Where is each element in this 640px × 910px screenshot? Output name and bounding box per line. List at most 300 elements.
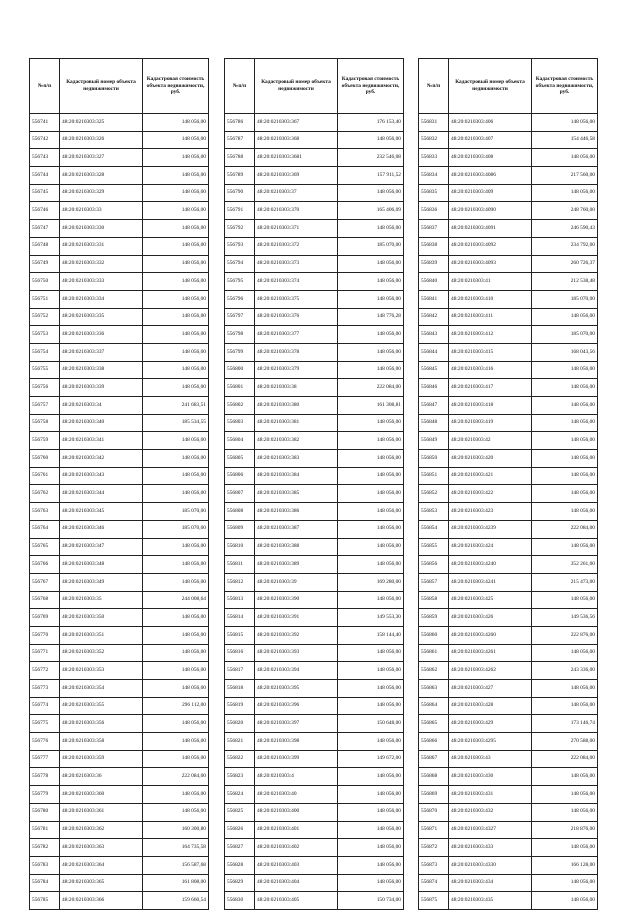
row-number: 556856: [419, 556, 449, 574]
cadastral-number: 48:20:0210303:425: [449, 591, 532, 609]
cadastral-value: 148 056,00: [338, 786, 404, 804]
table-row: [419, 609, 598, 627]
table-row: [30, 662, 209, 680]
cadastral-number: 48:20:0210303:4092: [449, 237, 532, 255]
row-number: 556760: [30, 450, 60, 468]
cadastral-value: 185 070,00: [143, 503, 209, 521]
cadastral-value: 169 280,00: [338, 573, 404, 591]
cadastral-number: 48:20:0210303:435: [449, 892, 532, 910]
table-row: [225, 768, 404, 786]
row-number: 556809: [225, 520, 255, 538]
col-header-number: №п/п: [30, 59, 60, 114]
row-number: 556768: [30, 591, 60, 609]
cadastral-number: 48:20:0210303:327: [60, 149, 143, 167]
cadastral-number: 48:20:0210303:432: [449, 803, 532, 821]
row-number: 556851: [419, 467, 449, 485]
table-row: [225, 485, 404, 503]
row-number: 556766: [30, 556, 60, 574]
table-row: [30, 626, 209, 644]
cadastral-value: 148 056,00: [338, 467, 404, 485]
table-row: [30, 184, 209, 202]
cadastral-value: 148 056,00: [532, 538, 598, 556]
cadastral-value: 148 056,00: [532, 892, 598, 910]
cadastral-value: 148 056,00: [143, 538, 209, 556]
table-row: [225, 343, 404, 361]
row-number: 556829: [225, 874, 255, 892]
row-number: 556818: [225, 680, 255, 698]
cadastral-number: 48:20:0210303:390: [255, 591, 338, 609]
cadastral-number: 48:20:0210303:422: [449, 485, 532, 503]
row-number: 556815: [225, 626, 255, 644]
table-row: [225, 467, 404, 485]
cadastral-value: 148 056,00: [532, 414, 598, 432]
table-row: [225, 715, 404, 733]
cadastral-value: 149 536,56: [532, 609, 598, 627]
table-row: [419, 167, 598, 185]
table-row: [419, 114, 598, 132]
cadastral-number: 48:20:0210303:434: [449, 874, 532, 892]
table-row: [30, 361, 209, 379]
table-row: [419, 326, 598, 344]
row-number: 556798: [225, 326, 255, 344]
cadastral-number: 48:20:0210303:345: [60, 503, 143, 521]
cadastral-value: 148 056,00: [143, 750, 209, 768]
table-row: [419, 149, 598, 167]
cadastral-number: 48:20:0210303:412: [449, 326, 532, 344]
cadastral-number: 48:20:0210303:430: [449, 768, 532, 786]
cadastral-value: 244 008,64: [143, 591, 209, 609]
row-number: 556850: [419, 450, 449, 468]
cadastral-value: 148 056,00: [338, 680, 404, 698]
row-number: 556788: [225, 149, 255, 167]
table-row: [30, 308, 209, 326]
cadastral-value: 148 056,00: [143, 626, 209, 644]
row-number: 556844: [419, 343, 449, 361]
table-row: [225, 397, 404, 415]
row-number: 556791: [225, 202, 255, 220]
cadastral-value: 148 056,00: [143, 485, 209, 503]
cadastral-number: 48:20:0210303:419: [449, 414, 532, 432]
row-number: 556835: [419, 184, 449, 202]
cadastral-number: 48:20:0210303:4295: [449, 733, 532, 751]
cadastral-number: 48:20:0210303:42: [449, 432, 532, 450]
cadastral-number: 48:20:0210303:4261: [449, 644, 532, 662]
cadastral-value: 166 128,00: [532, 856, 598, 874]
table-row: [225, 609, 404, 627]
cadastral-value: 148 056,00: [532, 485, 598, 503]
row-number: 556865: [419, 715, 449, 733]
table-row: [419, 591, 598, 609]
row-number: 556842: [419, 308, 449, 326]
table-row: [419, 644, 598, 662]
row-number: 556741: [30, 114, 60, 132]
table-row: [419, 520, 598, 538]
row-number: 556822: [225, 750, 255, 768]
row-number: 556830: [225, 892, 255, 910]
cadastral-value: 150 648,00: [338, 715, 404, 733]
table-row: [225, 556, 404, 574]
row-number: 556751: [30, 290, 60, 308]
cadastral-value: 168 043,56: [532, 343, 598, 361]
cadastral-number: 48:20:0210303:375: [255, 290, 338, 308]
cadastral-value: 149 553,30: [338, 609, 404, 627]
cadastral-value: 148 056,00: [532, 114, 598, 132]
cadastral-value: 148 056,00: [143, 379, 209, 397]
row-number: 556763: [30, 503, 60, 521]
cadastral-number: 48:20:0210303:410: [449, 290, 532, 308]
table-row: [225, 680, 404, 698]
row-number: 556742: [30, 131, 60, 149]
cadastral-value: 148 056,00: [338, 343, 404, 361]
cadastral-number: 48:20:0210303:328: [60, 167, 143, 185]
cadastral-value: 148 056,00: [143, 715, 209, 733]
table-body: [30, 114, 209, 910]
cadastral-value: 218 876,00: [532, 821, 598, 839]
cadastral-value: 148 056,00: [143, 343, 209, 361]
cadastral-value: 160 300,80: [143, 821, 209, 839]
row-number: 556864: [419, 697, 449, 715]
table-row: [225, 114, 404, 132]
cadastral-number: 48:20:0210303:341: [60, 432, 143, 450]
cadastral-value: 234 792,00: [532, 237, 598, 255]
cadastral-value: 260 726,37: [532, 255, 598, 273]
row-number: 556811: [225, 556, 255, 574]
row-number: 556753: [30, 326, 60, 344]
cadastral-number: 48:20:0210303:352: [60, 644, 143, 662]
cadastral-value: 148 056,00: [143, 114, 209, 132]
col-header-cadastral-number: Кадастровый номер объекта недвижимости: [60, 59, 143, 114]
table-row: [419, 432, 598, 450]
cadastral-value: 148 056,00: [338, 839, 404, 857]
cadastral-number: 48:20:0210303:379: [255, 361, 338, 379]
cadastral-number: 48:20:0210303:363: [60, 839, 143, 857]
cadastral-number: 48:20:0210303:359: [60, 750, 143, 768]
row-number: 556804: [225, 432, 255, 450]
cadastral-number: 48:20:0210303:4239: [449, 520, 532, 538]
table-row: [30, 167, 209, 185]
cadastral-value: 148 056,00: [532, 803, 598, 821]
cadastral-value: 148 056,00: [143, 644, 209, 662]
table-row: [419, 131, 598, 149]
cadastral-number: 48:20:0210303:427: [449, 680, 532, 698]
row-number: 556810: [225, 538, 255, 556]
cadastral-number: 48:20:0210303:344: [60, 485, 143, 503]
table-row: [30, 149, 209, 167]
cadastral-number: 48:20:0210303:4090: [449, 202, 532, 220]
table-row: [30, 680, 209, 698]
cadastral-number: 48:20:0210303:424: [449, 538, 532, 556]
cadastral-number: 48:20:0210303:332: [60, 255, 143, 273]
table-row: [30, 839, 209, 857]
table-row: [225, 874, 404, 892]
cadastral-value: 148 056,00: [338, 273, 404, 291]
cadastral-value: 148 056,00: [338, 414, 404, 432]
cadastral-value: 148 056,00: [532, 644, 598, 662]
table-row: [225, 892, 404, 910]
cadastral-number: 48:20:0210303:369: [255, 167, 338, 185]
cadastral-value: 148 056,00: [143, 131, 209, 149]
table-row: [419, 184, 598, 202]
row-number: 556779: [30, 786, 60, 804]
cadastral-number: 48:20:0210303:338: [60, 361, 143, 379]
cadastral-value: 222 084,00: [532, 520, 598, 538]
cadastral-value: 148 056,00: [338, 874, 404, 892]
row-number: 556872: [419, 839, 449, 857]
cadastral-value: 148 056,00: [143, 326, 209, 344]
cadastral-number: 48:20:0210303:402: [255, 839, 338, 857]
table-row: [419, 290, 598, 308]
cadastral-value: 148 056,00: [532, 397, 598, 415]
table-row: [30, 237, 209, 255]
table-row: [419, 397, 598, 415]
cadastral-number: 48:20:0210303:365: [60, 874, 143, 892]
cadastral-number: 48:20:0210303:358: [60, 733, 143, 751]
table-row: [225, 750, 404, 768]
row-number: 556828: [225, 856, 255, 874]
cadastral-number: 48:20:0210303:342: [60, 450, 143, 468]
cadastral-number: 48:20:0210303:428: [449, 697, 532, 715]
row-number: 556764: [30, 520, 60, 538]
row-number: 556863: [419, 680, 449, 698]
row-number: 556860: [419, 626, 449, 644]
cadastral-number: 48:20:0210303:325: [60, 114, 143, 132]
row-number: 556786: [225, 114, 255, 132]
cadastral-number: 48:20:0210303:388: [255, 538, 338, 556]
cadastral-value: 296 112,00: [143, 697, 209, 715]
table-row: [225, 450, 404, 468]
row-number: 556759: [30, 432, 60, 450]
cadastral-number: 48:20:0210303:378: [255, 343, 338, 361]
row-number: 556749: [30, 255, 60, 273]
cadastral-value: 148 056,00: [143, 573, 209, 591]
row-number: 556849: [419, 432, 449, 450]
cadastral-value: 156 587,68: [143, 856, 209, 874]
row-number: 556855: [419, 538, 449, 556]
row-number: 556787: [225, 131, 255, 149]
table-row: [419, 715, 598, 733]
row-number: 556833: [419, 149, 449, 167]
table-row: [419, 856, 598, 874]
row-number: 556776: [30, 733, 60, 751]
cadastral-number: 48:20:0210303:337: [60, 343, 143, 361]
row-number: 556852: [419, 485, 449, 503]
cadastral-number: 48:20:0210303:387: [255, 520, 338, 538]
cadastral-number: 48:20:0210303:373: [255, 255, 338, 273]
cadastral-number: 48:20:0210303:334: [60, 290, 143, 308]
row-number: 556848: [419, 414, 449, 432]
cadastral-value: 148 056,00: [532, 379, 598, 397]
cadastral-register: [29, 58, 612, 903]
col-header-cadastral-number: Кадастровый номер объекта недвижимости: [449, 59, 532, 114]
cadastral-number: 48:20:0210303:361: [60, 803, 143, 821]
row-number: 556816: [225, 644, 255, 662]
row-number: 556744: [30, 167, 60, 185]
cadastral-number: 48:20:0210303:431: [449, 786, 532, 804]
row-number: 556845: [419, 361, 449, 379]
table-row: [30, 503, 209, 521]
table-row: [419, 450, 598, 468]
table-row: [419, 662, 598, 680]
row-number: 556785: [30, 892, 60, 910]
table-row: [225, 697, 404, 715]
row-number: 556758: [30, 414, 60, 432]
row-number: 556831: [419, 114, 449, 132]
table-row: [225, 414, 404, 432]
cadastral-value: 148 056,00: [532, 697, 598, 715]
cadastral-value: 148 056,00: [338, 733, 404, 751]
cadastral-value: 185 534,55: [143, 414, 209, 432]
cadastral-number: 48:20:0210303:385: [255, 485, 338, 503]
cadastral-number: 48:20:0210303:404: [255, 874, 338, 892]
cadastral-number: 48:20:0210303:35: [60, 591, 143, 609]
table-row: [419, 839, 598, 857]
row-number: 556746: [30, 202, 60, 220]
table-row: [225, 839, 404, 857]
cadastral-value: 148 056,00: [143, 556, 209, 574]
cadastral-number: 48:20:0210303:374: [255, 273, 338, 291]
row-number: 556795: [225, 273, 255, 291]
row-number: 556745: [30, 184, 60, 202]
table-row: [225, 733, 404, 751]
row-number: 556772: [30, 662, 60, 680]
cadastral-value: 148 056,00: [143, 255, 209, 273]
row-number: 556837: [419, 220, 449, 238]
row-number: 556756: [30, 379, 60, 397]
cadastral-number: 48:20:0210303:355: [60, 697, 143, 715]
table-row: [225, 255, 404, 273]
cadastral-number: 48:20:0210303:40: [255, 786, 338, 804]
cadastral-value: 159 660,54: [143, 892, 209, 910]
cadastral-number: 48:20:0210303:417: [449, 379, 532, 397]
cadastral-value: 148 056,00: [532, 786, 598, 804]
table-row: [419, 379, 598, 397]
cadastral-number: 48:20:0210303:356: [60, 715, 143, 733]
cadastral-value: 148 056,00: [143, 220, 209, 238]
cadastral-value: 222 084,00: [338, 379, 404, 397]
cadastral-number: 48:20:0210303:370: [255, 202, 338, 220]
row-number: 556859: [419, 609, 449, 627]
cadastral-number: 48:20:0210303:396: [255, 697, 338, 715]
cadastral-value: 215 473,00: [532, 573, 598, 591]
cadastral-number: 48:20:0210303:416: [449, 361, 532, 379]
cadastral-value: 148 056,00: [338, 644, 404, 662]
row-number: 556820: [225, 715, 255, 733]
row-number: 556846: [419, 379, 449, 397]
col-header-cadastral-number: Кадастровый номер объекта недвижимости: [255, 59, 338, 114]
table-row: [419, 485, 598, 503]
table-row: [30, 556, 209, 574]
cadastral-number: 48:20:0210303:395: [255, 680, 338, 698]
cadastral-number: 48:20:0210303:3681: [255, 149, 338, 167]
table-row: [30, 715, 209, 733]
cadastral-number: 48:20:0210303:335: [60, 308, 143, 326]
table-row: [419, 733, 598, 751]
cadastral-number: 48:20:0210303:340: [60, 414, 143, 432]
cadastral-number: 48:20:0210303:383: [255, 450, 338, 468]
row-number: 556773: [30, 680, 60, 698]
cadastral-value: 248 760,00: [532, 202, 598, 220]
table-row: [30, 220, 209, 238]
cadastral-number: 48:20:0210303:326: [60, 131, 143, 149]
row-number: 556827: [225, 839, 255, 857]
row-number: 556755: [30, 361, 60, 379]
table-row: [30, 874, 209, 892]
row-number: 556805: [225, 450, 255, 468]
table-row: [419, 892, 598, 910]
cadastral-number: 48:20:0210303:339: [60, 379, 143, 397]
table-row: [225, 626, 404, 644]
cadastral-value: 148 056,00: [532, 839, 598, 857]
table-row: [30, 114, 209, 132]
col-header-cadastral-value: Кадастровая стоимость объекта недвижимости, руб.: [532, 59, 598, 114]
row-number: 556780: [30, 803, 60, 821]
cadastral-value: 148 056,00: [338, 662, 404, 680]
cadastral-value: 243 336,00: [532, 662, 598, 680]
table-row: [30, 644, 209, 662]
table-row: [225, 184, 404, 202]
table-header-row: [225, 59, 404, 114]
row-number: 556789: [225, 167, 255, 185]
cadastral-value: 154 446,58: [532, 131, 598, 149]
row-number: 556757: [30, 397, 60, 415]
table-row: [419, 202, 598, 220]
cadastral-value: 148 056,00: [532, 467, 598, 485]
table-row: [225, 644, 404, 662]
cadastral-value: 148 056,00: [338, 184, 404, 202]
cadastral-value: 164 735,58: [143, 839, 209, 857]
cadastral-number: 48:20:0210303:360: [60, 786, 143, 804]
cadastral-number: 48:20:0210303:372: [255, 237, 338, 255]
cadastral-number: 48:20:0210303:343: [60, 467, 143, 485]
table-row: [225, 662, 404, 680]
cadastral-value: 222 876,00: [532, 626, 598, 644]
row-number: 556784: [30, 874, 60, 892]
cadastral-value: 148 776,28: [338, 308, 404, 326]
cadastral-value: 148 056,00: [338, 538, 404, 556]
table-row: [225, 308, 404, 326]
cadastral-value: 148 056,00: [532, 149, 598, 167]
table-row: [225, 538, 404, 556]
row-number: 556808: [225, 503, 255, 521]
row-number: 556778: [30, 768, 60, 786]
cadastral-number: 48:20:0210303:411: [449, 308, 532, 326]
cadastral-value: 148 056,00: [532, 591, 598, 609]
row-number: 556821: [225, 733, 255, 751]
row-number: 556832: [419, 131, 449, 149]
row-number: 556871: [419, 821, 449, 839]
row-number: 556777: [30, 750, 60, 768]
cadastral-number: 48:20:0210303:34: [60, 397, 143, 415]
cadastral-number: 48:20:0210303:380: [255, 397, 338, 415]
row-number: 556752: [30, 308, 60, 326]
row-number: 556769: [30, 609, 60, 627]
cadastral-number: 48:20:0210303:4: [255, 768, 338, 786]
table-row: [419, 255, 598, 273]
cadastral-value: 173 146,74: [532, 715, 598, 733]
table-row: [30, 255, 209, 273]
cadastral-value: 185 070,00: [532, 326, 598, 344]
row-number: 556762: [30, 485, 60, 503]
cadastral-value: 185 070,00: [143, 520, 209, 538]
cadastral-value: 161 808,00: [143, 874, 209, 892]
cadastral-value: 352 261,00: [532, 556, 598, 574]
cadastral-number: 48:20:0210303:4330: [449, 856, 532, 874]
row-number: 556814: [225, 609, 255, 627]
row-number: 556836: [419, 202, 449, 220]
table-row: [419, 768, 598, 786]
row-number: 556765: [30, 538, 60, 556]
row-number: 556770: [30, 626, 60, 644]
